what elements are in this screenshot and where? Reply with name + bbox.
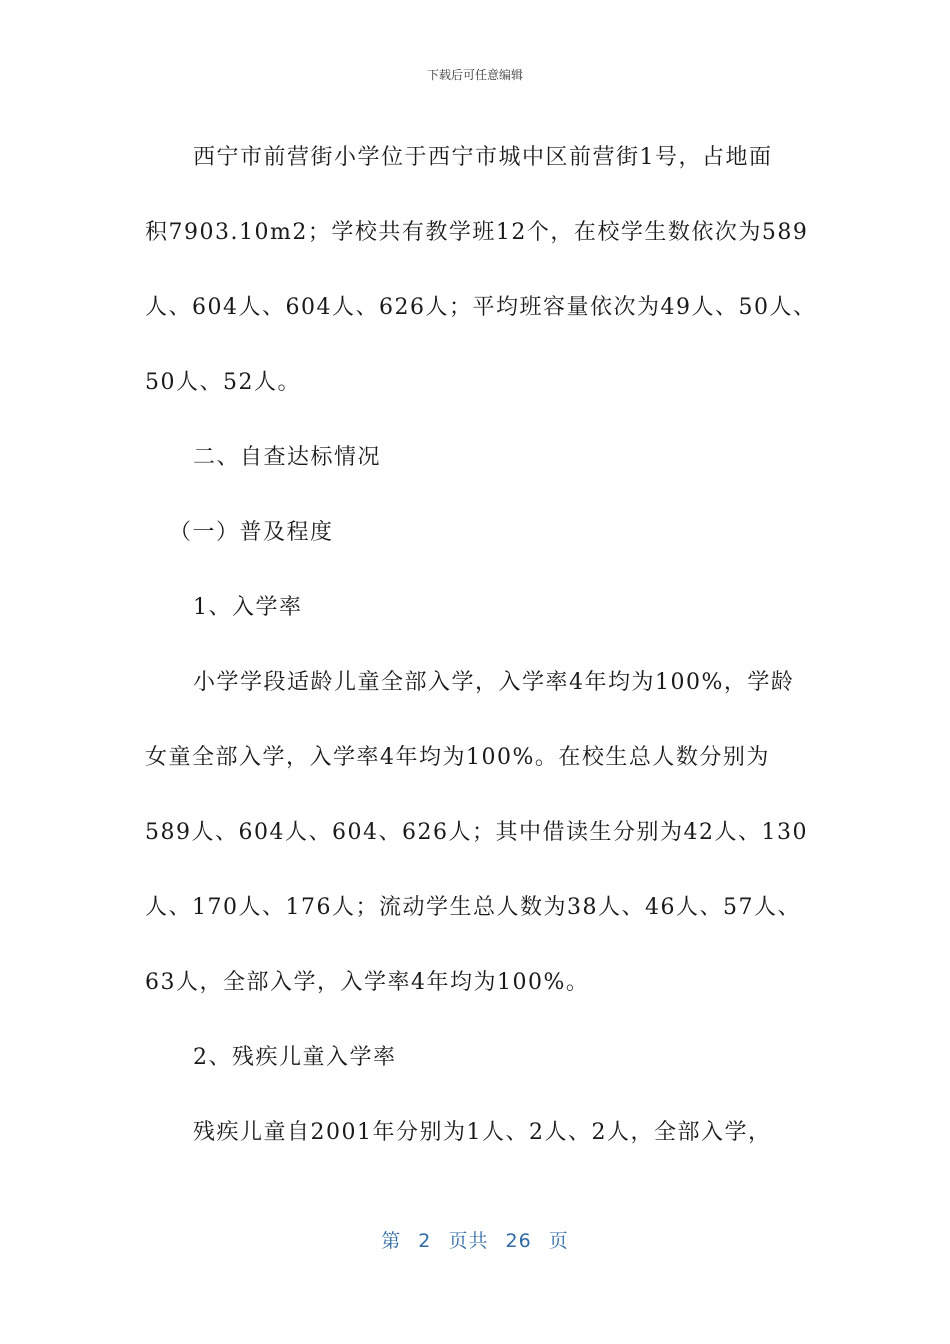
footer-suffix: 页: [548, 1230, 569, 1252]
paragraph-enrollment: [145, 645, 808, 1020]
page-header-note: 下载后可任意编辑: [426, 68, 523, 82]
footer-prefix: 第: [381, 1230, 402, 1252]
text-line: 残疾儿童自2001年分别为1人、2人、2人，全部入学，: [193, 1120, 772, 1145]
heading-enrollment-rate: [145, 570, 805, 645]
text-line: 小学学段适龄儿童全部入学，入学率4年均为100%，学龄: [193, 670, 795, 695]
document-body: [145, 120, 817, 1170]
text-line: 人、604人、604人、626人；平均班容量依次为49人、50人、: [145, 295, 817, 320]
text-line: 63人，全部入学，入学率4年均为100%。: [145, 970, 590, 995]
text-line: 2、残疾儿童入学率: [193, 1045, 397, 1070]
text-line: （一）普及程度: [169, 520, 334, 545]
text-line: 589人、604人、604、626人；其中借读生分别为42人、130: [145, 820, 808, 845]
heading-self-check: [145, 420, 805, 495]
paragraph-disabled-children: [145, 1095, 805, 1170]
heading-popularization: [145, 495, 805, 570]
text-line: 女童全部入学，入学率4年均为100%。在校生总人数分别为: [145, 745, 770, 770]
heading-disabled-enrollment: [145, 1020, 805, 1095]
text-line: 西宁市前营街小学位于西宁市城中区前营街1号，占地面: [193, 145, 773, 170]
text-line: 人、170人、176人；流动学生总人数为38人、46人、57人、: [145, 895, 801, 920]
footer-middle: 页共: [448, 1230, 489, 1252]
paragraph-school-intro: [145, 120, 817, 420]
footer-current-page: 2: [418, 1230, 432, 1252]
footer-total-pages: 26: [505, 1230, 532, 1252]
page-footer: [0, 1226, 950, 1253]
text-line: 1、入学率: [193, 595, 303, 620]
text-line: 积7903.10m2；学校共有教学班12个，在校学生数依次为589: [145, 220, 809, 245]
text-line: 50人、52人。: [145, 370, 301, 395]
text-line: 二、自查达标情况: [193, 445, 382, 470]
